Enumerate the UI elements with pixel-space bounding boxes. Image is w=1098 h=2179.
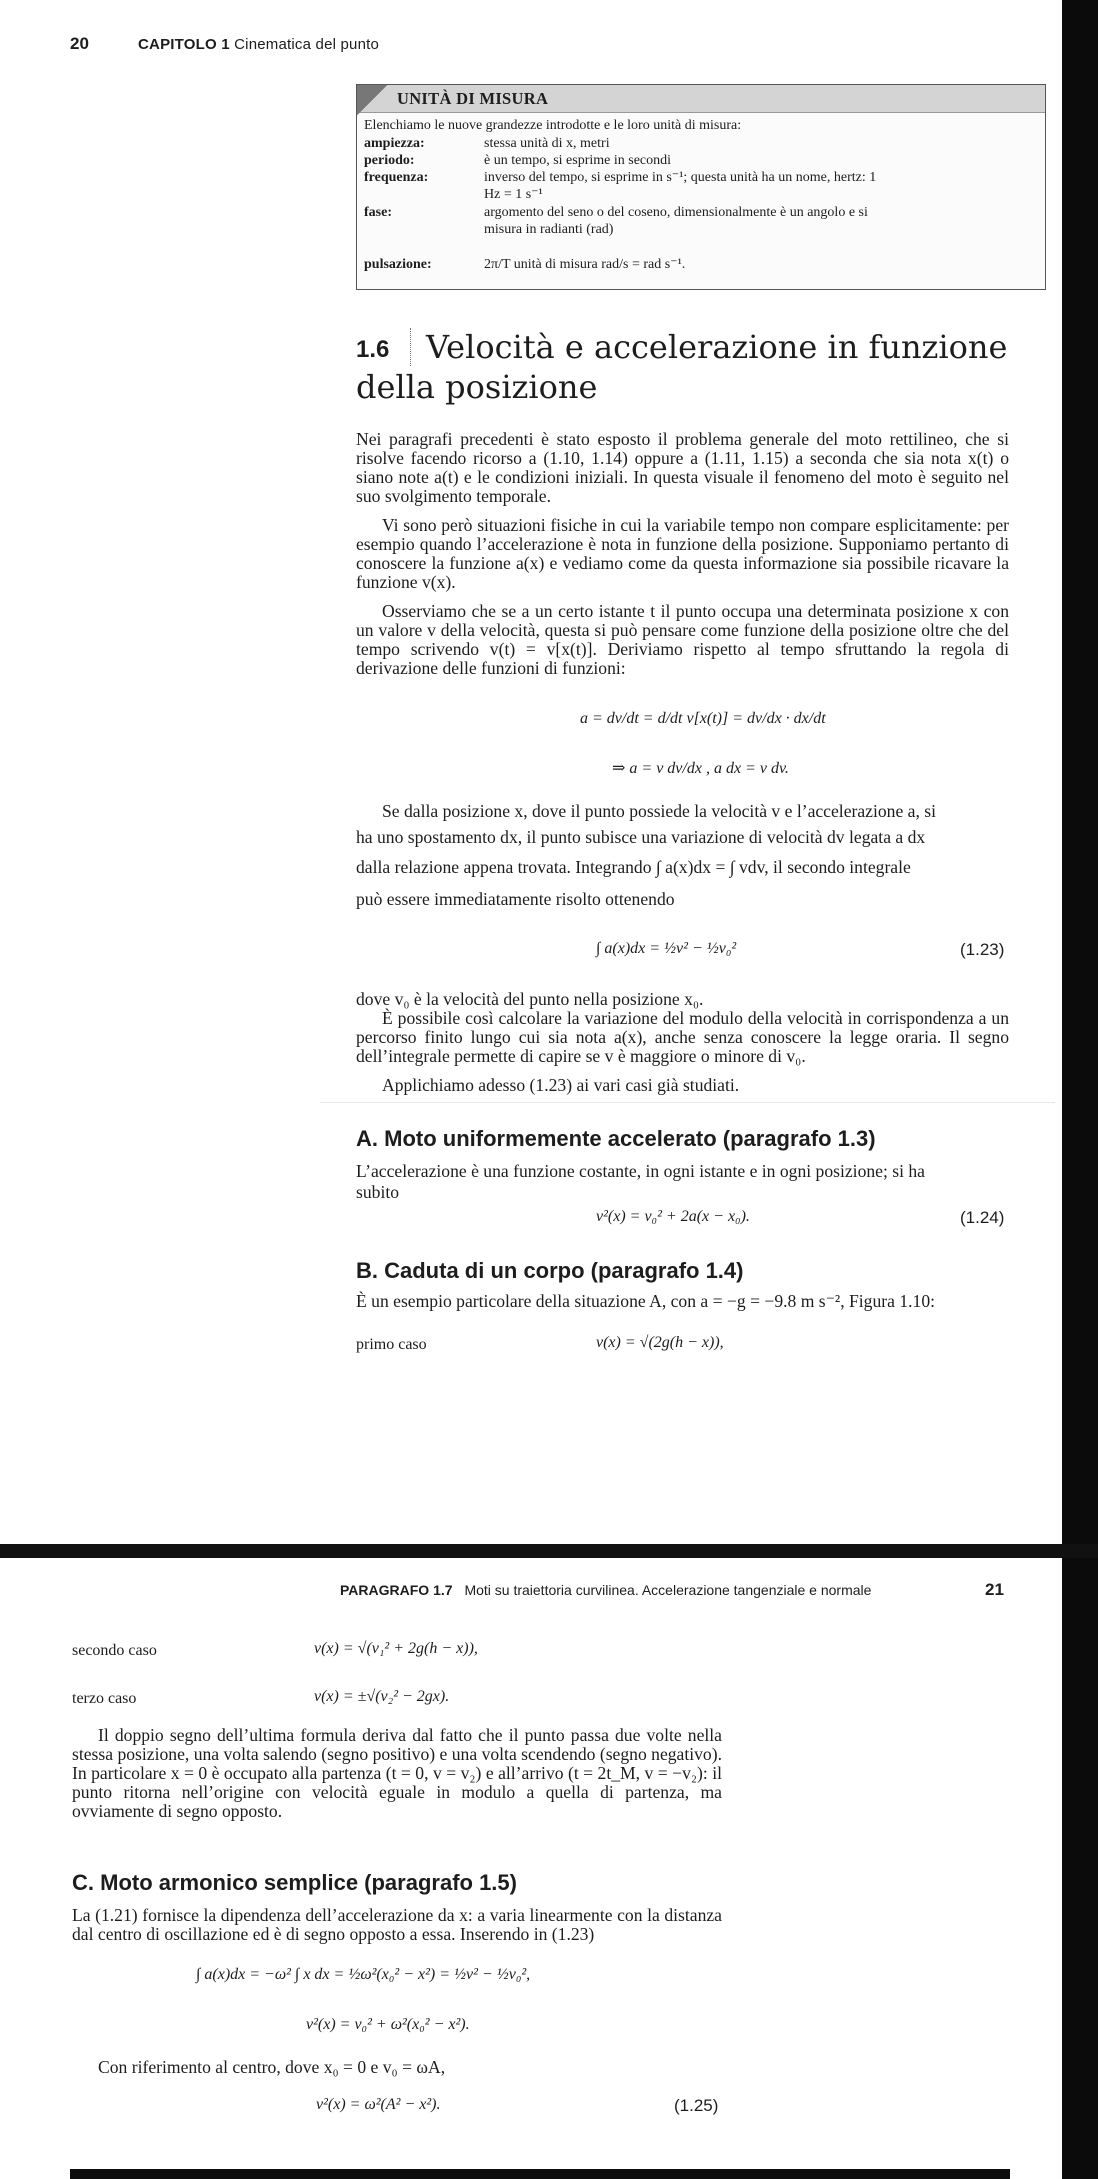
units-term: ampiezza:	[364, 136, 425, 151]
section-number: 1.6	[356, 336, 390, 363]
paragraph: Osserviamo che se a un certo istante t il punto occupa una determinata posizione x con un valore v della velocità, questa si può pensare come funzione della posizione oltre che del tempo scrivendo v(t) = v[x(t)]. Deriviamo rispetto al tempo sfruttando la regola di derivazione delle funzioni di funzioni:	[356, 601, 1009, 678]
paragraph: Nei paragrafi precedenti è stato esposto il problema generale del moto rettilineo, che si risolve facendo ricorso a (1.10, 1.14) oppure a (1.11, 1.15) a seconda che sia nota x(t) o siano note a(t) e le condizioni iniziali. In questa visuale il fenomeno del moto è seguito nel suo svolgimento temporale.	[356, 429, 1009, 506]
units-def: stessa unità di x, metri	[484, 136, 610, 151]
units-def: inverso del tempo, si esprime in s⁻¹; questa unità ha un nome, hertz: 1	[484, 170, 877, 185]
subsection-heading: A. Moto uniformemente accelerato (paragrafo 1.3)	[356, 1126, 876, 1151]
units-row	[364, 257, 1034, 273]
text-line: Applichiamo adesso (1.23) ai vari casi già studiati.	[382, 1075, 740, 1095]
subsection-heading: B. Caduta di un corpo (paragrafo 1.4)	[356, 1258, 744, 1283]
units-def: Hz = 1 s⁻¹	[484, 187, 543, 202]
text-line: Con riferimento al centro, dove x₀ = 0 e v₀ = ωA,	[98, 2057, 446, 2077]
page-number: 20	[70, 34, 89, 53]
paragraph: La (1.21) fornisce la dipendenza dell’accelerazione da x: a varia linearmente con la distanza dal centro di oscillazione ed è di segno opposto a essa. Inserendo in (1.23)	[72, 1905, 722, 1944]
units-term: frequenza:	[364, 170, 429, 185]
running-header	[340, 1582, 871, 1598]
equation: v²(x) = v₀² + ω²(x₀² − x²).	[306, 2016, 470, 2033]
page-number: 21	[985, 1580, 1004, 1599]
text-line: Se dalla posizione x, dove il punto possiede la velocità v e l’accelerazione a, si	[382, 801, 937, 821]
equation: v²(x) = v₀² + 2a(x − x₀).	[596, 1208, 750, 1225]
equation: a = dv/dt = d/dt v[x(t)] = dv/dx · dx/dt	[580, 710, 826, 727]
units-box-intro: Elenchiamo le nuove grandezze introdotte e le loro unità di misura:	[364, 118, 742, 133]
units-def: misura in radianti (rad)	[484, 222, 614, 237]
equation-number: (1.24)	[960, 1208, 1005, 1227]
text-line: L’accelerazione è una funzione costante, in ogni istante e in ogni posizione; si ha	[356, 1161, 925, 1181]
equation-number: (1.25)	[674, 2096, 719, 2115]
text-line: può essere immediatamente risolto ottenendo	[356, 889, 675, 909]
paragraph: Vi sono però situazioni fisiche in cui la variabile tempo non compare esplicitamente: per esempio quando l’accelerazione è nota in funzione della posizione. Supponiamo pertanto di conoscere la funzione a(x) e vediamo come da questa informazione sia possibile ricavare la funzione v(x).	[356, 515, 1009, 592]
paragraph: Il doppio segno dell’ultima formula deriva dal fatto che il punto passa due volte nella stessa posizione, una volta salendo (segno positivo) e una volta scendendo (segno negativo). In particolare x = 0 è occupato alla partenza (t = 0, v = v₂) e all’arrivo (t = 2t_M, v = −v₂): il punto ritorna nell’origine con velocità eguale in modulo a quella di partenza, ma ovviamente di segno opposto.	[72, 1725, 722, 1821]
section-title-line1: Velocità e accelerazione in funzione	[426, 328, 1008, 366]
running-header	[138, 36, 379, 53]
chapter-title: Cinematica del punto	[234, 36, 380, 53]
case-label: terzo caso	[72, 1690, 137, 1707]
section-title-line2: della posizione	[356, 368, 598, 406]
units-box-title: UNITÀ DI MISURA	[357, 85, 1045, 113]
section-divider	[410, 328, 411, 366]
units-def: 2π/T unità di misura rad/s = rad s⁻¹.	[484, 257, 686, 272]
scan-edge-right	[1062, 0, 1098, 2179]
text-line: dalla relazione appena trovata. Integrando ∫ a(x)dx = ∫ vdv, il secondo integrale	[356, 857, 911, 877]
faint-rule	[320, 1102, 1055, 1103]
page-separator	[0, 1544, 1098, 1558]
chapter-label: CAPITOLO 1	[138, 36, 230, 53]
equation: ∫ a(x)dx = −ω² ∫ x dx = ½ω²(x₀² − x²) = ½v² − ½v₀²,	[196, 1966, 531, 1983]
equation: ⇒ a = v dv/dx , a dx = v dv.	[612, 760, 789, 777]
units-row	[364, 136, 1034, 152]
units-def: è un tempo, si esprime in secondi	[484, 153, 672, 168]
text-line: subito	[356, 1182, 400, 1202]
equation-number: (1.23)	[960, 940, 1005, 959]
paragraph-title: Moti su traiettoria curvilinea. Accelerazione tangenziale e normale	[464, 1582, 872, 1598]
case-label: primo caso	[356, 1336, 427, 1353]
units-box	[356, 84, 1046, 290]
units-term: periodo:	[364, 153, 415, 168]
equation: v(x) = √(v₁² + 2g(h − x)),	[314, 1640, 478, 1657]
paragraph: È possibile così calcolare la variazione del modulo della velocità in corrispondenza a un percorso finito lungo cui sia nota a(x), anche senza conoscere la legge oraria. Il segno dell’integrale permette di capire se v è maggiore o minore di v₀.	[356, 1008, 1009, 1066]
subsection-heading: C. Moto armonico semplice (paragrafo 1.5)	[72, 1870, 517, 1895]
paragraph-label: PARAGRAFO 1.7	[340, 1582, 453, 1598]
units-row	[364, 153, 1034, 169]
units-term: pulsazione:	[364, 257, 432, 272]
case-label: secondo caso	[72, 1642, 157, 1659]
equation: ∫ a(x)dx = ½v² − ½v₀²	[596, 940, 737, 957]
units-row	[364, 170, 1034, 204]
units-box-corner	[357, 85, 387, 115]
text-line: ha uno spostamento dx, il punto subisce una variazione di velocità dv legata a dx	[356, 827, 926, 847]
units-row	[364, 205, 1034, 239]
units-term: fase:	[364, 205, 392, 220]
equation: v²(x) = ω²(A² − x²).	[316, 2096, 441, 2113]
text-line: dove v₀ è la velocità del punto nella posizione x₀.	[356, 989, 704, 1009]
equation: v(x) = √(2g(h − x)),	[596, 1334, 724, 1351]
equation: v(x) = ±√(v₂² − 2gx).	[314, 1688, 450, 1705]
units-def: argomento del seno o del coseno, dimensionalmente è un angolo e si	[484, 205, 868, 220]
scan-edge-bottom	[70, 2169, 1010, 2179]
text-line: È un esempio particolare della situazione A, con a = −g = −9.8 m s⁻², Figura 1.10:	[356, 1291, 936, 1311]
